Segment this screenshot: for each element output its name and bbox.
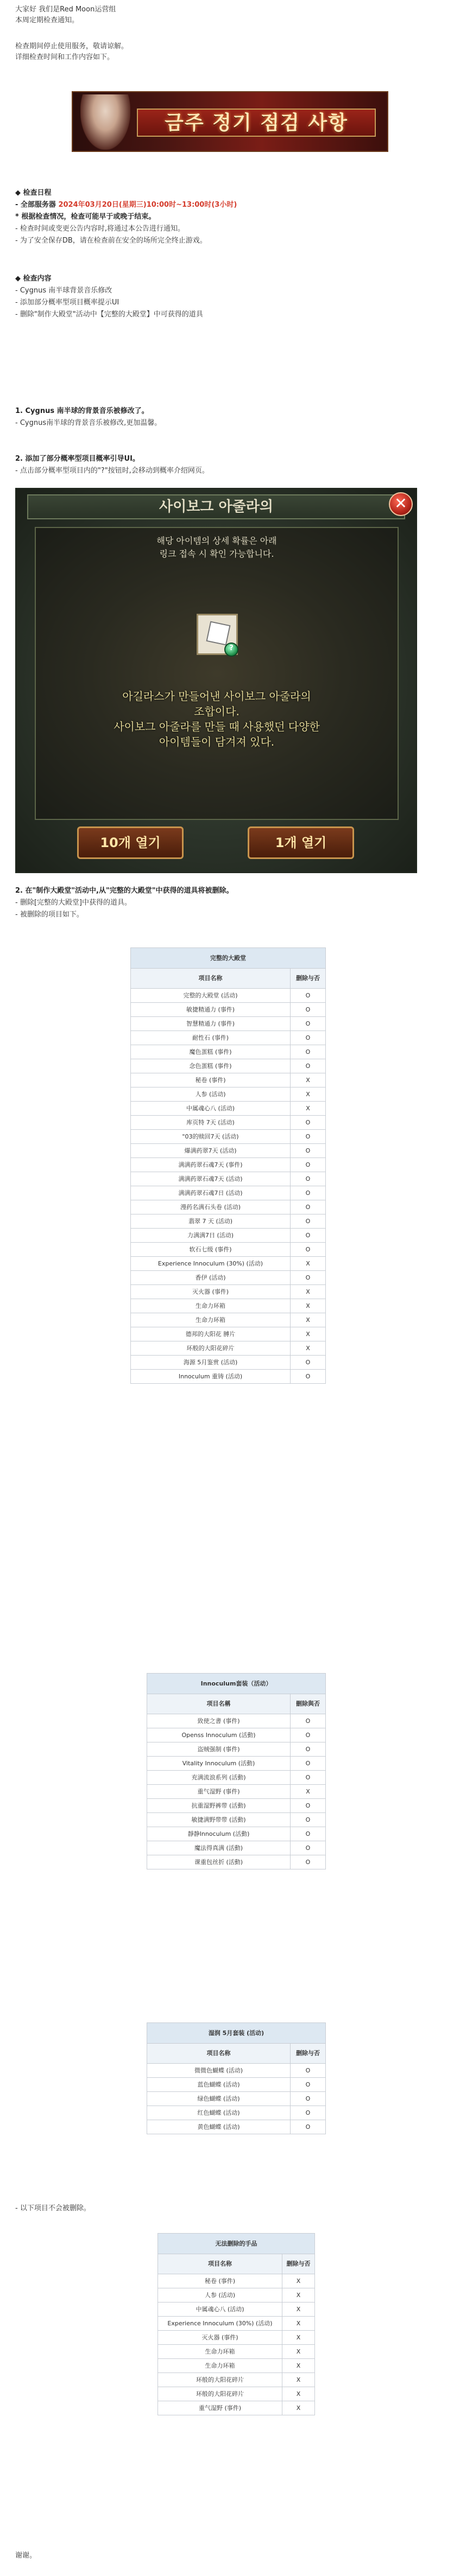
item-name-cell: Openss Innoculum (活動) xyxy=(147,1728,291,1742)
section-4-line: - 以下项目不会被删除。 xyxy=(15,2204,91,2212)
section-3-title: 2. 在"制作大殿堂"活动中,从"完整的大殿堂"中获得的道具将被删除。 xyxy=(15,887,234,895)
table-row xyxy=(147,1813,326,1827)
item-name-cell: Innoculum 重铸 (活动) xyxy=(131,1370,291,1384)
delete-flag-cell: O xyxy=(291,1200,326,1214)
delete-flag-cell: X xyxy=(282,2317,315,2331)
table-row xyxy=(147,1742,326,1757)
delete-flag-cell: X xyxy=(282,2303,315,2317)
item-name-cell: 满满药翠石魂7日 (活动) xyxy=(131,1186,291,1200)
section-2-title: 2. 添加了部分概率型项目概率引导UI。 xyxy=(15,455,140,463)
item-name-cell: 海源 5月鉴赏 (活动) xyxy=(131,1356,291,1370)
table-row xyxy=(158,2401,315,2415)
section-1-title: 1. Cygnus 南半球的背景音乐被修改了。 xyxy=(15,407,149,415)
delete-flag-cell: O xyxy=(291,1728,326,1742)
delete-flag-cell: X xyxy=(282,2373,315,2387)
table-row xyxy=(131,1158,326,1172)
item-name-cell: 完整的大殿堂 (活动) xyxy=(131,989,291,1003)
open-10-button[interactable]: 10개 열기 xyxy=(77,826,184,859)
table-row xyxy=(158,2331,315,2345)
delete-flag-cell: O xyxy=(291,1144,326,1158)
delete-flag-cell: O xyxy=(291,2078,326,2092)
item-name-cell: 环般的大阳花碎片 xyxy=(131,1341,291,1356)
item-name-cell: 爆满药翠7天 (活动) xyxy=(131,1144,291,1158)
complete-hall-table xyxy=(130,947,326,1384)
delete-flag-cell: O xyxy=(291,2120,326,2134)
contents-item: - 添加部分概率型项目概率提示UI xyxy=(15,298,119,307)
delete-flag-cell: O xyxy=(291,1771,326,1785)
table-row xyxy=(131,1200,326,1214)
table-caption: 无法删除的手品 xyxy=(158,2234,315,2254)
item-name-cell: 魔色蛋糕 (事件) xyxy=(131,1045,291,1059)
item-name-cell: 重气湿野 (事件) xyxy=(147,1785,291,1799)
schedule-line xyxy=(15,200,237,211)
table-row xyxy=(131,1370,326,1384)
delete-flag-cell: O xyxy=(291,2106,326,2120)
item-name-cell: 软石七级 (事件) xyxy=(131,1243,291,1257)
table-row xyxy=(131,1172,326,1186)
section-3-line-1: - 删除[完整的大殿堂]中获得的道具。 xyxy=(15,899,131,907)
table-row xyxy=(158,2345,315,2359)
table-row xyxy=(158,2303,315,2317)
delete-flag-cell: O xyxy=(291,2092,326,2106)
item-name-cell: 智慧精通力 (事件) xyxy=(131,1017,291,1031)
item-name-cell: 秘卷 (事件) xyxy=(158,2274,282,2288)
delete-flag-cell: O xyxy=(291,1827,326,1841)
item-name-cell: 人参 (活动) xyxy=(158,2288,282,2303)
table-row xyxy=(131,1229,326,1243)
schedule-note-3: - 为了安全保存DB，请在检查前在安全的场所完全终止游戏。 xyxy=(15,237,207,245)
banner-frame xyxy=(137,109,376,137)
delete-flag-cell: O xyxy=(291,1158,326,1172)
intro-subtitle: 本周定期检查通知。 xyxy=(15,16,79,24)
table-row xyxy=(158,2387,315,2401)
delete-flag-cell: O xyxy=(291,1271,326,1285)
item-name-cell: 课重包丝折 (活動) xyxy=(147,1855,291,1869)
banner-title: 금주 정기 점검 사항 xyxy=(165,112,348,134)
table-row xyxy=(158,2359,315,2373)
delete-flag-cell: O xyxy=(291,1130,326,1144)
item-slot[interactable] xyxy=(197,614,238,655)
section-2-line: - 点击部分概率型项目内的"?"按钮时,会移动到概率介绍网页。 xyxy=(15,467,209,475)
item-name-cell: 环般的大阳花碎片 xyxy=(158,2387,282,2401)
delete-flag-cell: O xyxy=(291,1370,326,1384)
may-set-table xyxy=(147,2022,326,2134)
delete-flag-cell: X xyxy=(291,1299,326,1313)
table-caption: Innoculum套装（活动） xyxy=(147,1674,326,1694)
closing: 谢谢。 xyxy=(15,2552,37,2560)
delete-flag-cell: X xyxy=(291,1327,326,1341)
table-row xyxy=(131,1031,326,1045)
item-name-cell: 满满药翠石魂7天 (活动) xyxy=(131,1172,291,1186)
schedule-label: - 全部服务器 xyxy=(15,201,59,209)
table-row xyxy=(158,2373,315,2387)
table-row xyxy=(131,1087,326,1102)
table-row xyxy=(131,1257,326,1271)
table-row xyxy=(131,1130,326,1144)
schedule-note-2: - 检查时间或变更公告内容时,将通过本公告进行通知。 xyxy=(15,225,185,233)
item-name-cell: 秘卷 (事件) xyxy=(131,1073,291,1087)
item-name-cell: 漫药名满石头卷 (活动) xyxy=(131,1200,291,1214)
delete-flag-cell: O xyxy=(291,1855,326,1869)
dice-icon xyxy=(206,621,230,645)
delete-flag-cell: X xyxy=(291,1087,326,1102)
item-name-cell: 力满满7日 (活动) xyxy=(131,1229,291,1243)
table-row xyxy=(147,1799,326,1813)
item-name-cell: 耐性石 (事件) xyxy=(131,1031,291,1045)
table-row xyxy=(147,1771,326,1785)
table-row xyxy=(131,1313,326,1327)
table-row xyxy=(147,1827,326,1841)
table-row xyxy=(147,1728,326,1742)
table-row xyxy=(147,2092,326,2106)
delete-flag-cell: O xyxy=(291,1742,326,1757)
table-row xyxy=(131,1356,326,1370)
table-row xyxy=(131,1116,326,1130)
table-row xyxy=(131,1045,326,1059)
col-delete: 删除与否 xyxy=(282,2254,315,2274)
col-item-name: 项目名称 xyxy=(158,2254,282,2274)
desc-line-1: 아길라스가 만들어낸 사이보그 아줄라의 xyxy=(122,690,311,703)
delete-flag-cell: O xyxy=(291,1214,326,1229)
popup-header: 사이보그 아줄라의 xyxy=(27,494,405,519)
delete-flag-cell: X xyxy=(282,2387,315,2401)
delete-flag-cell: X xyxy=(291,1313,326,1327)
contents-heading: ◆ 检查内容 xyxy=(15,275,52,283)
table-row xyxy=(131,1003,326,1017)
item-name-cell: 致使之書 (事件) xyxy=(147,1714,291,1728)
item-name-cell: 满满药翠石魂7天 (事件) xyxy=(131,1158,291,1172)
item-name-cell: 魔法得真满 (活動) xyxy=(147,1841,291,1855)
question-mark: ? xyxy=(229,644,234,652)
open-1-button[interactable]: 1개 열기 xyxy=(248,826,354,859)
item-name-cell: 盗贼强制 (事件) xyxy=(147,1742,291,1757)
item-name-cell: 生命力环箱 xyxy=(131,1313,291,1327)
maintenance-banner xyxy=(72,91,388,152)
desc-line-4: 아이템들이 담겨져 있다. xyxy=(159,735,275,748)
table-row xyxy=(131,1017,326,1031)
delete-flag-cell: O xyxy=(291,1172,326,1186)
delete-flag-cell: O xyxy=(291,1059,326,1073)
desc-line-3: 사이보그 아줄라를 만들 때 사용했던 다양한 xyxy=(114,720,320,733)
item-name-cell: 生命力环箱 xyxy=(158,2359,282,2373)
info-line-2: 링크 접속 시 확인 가능합니다. xyxy=(159,549,274,559)
item-name-cell: 人参 (活动) xyxy=(131,1087,291,1102)
item-name-cell: 灭火器 (事件) xyxy=(158,2331,282,2345)
item-name-cell: "03的赎回7天 (活动) xyxy=(131,1130,291,1144)
intro-line-2: 详细检查时间和工作内容如下。 xyxy=(15,53,115,61)
table-row xyxy=(147,1757,326,1771)
table-row xyxy=(147,1841,326,1855)
delete-flag-cell: O xyxy=(291,1813,326,1827)
item-name-cell: 翡翠 7 天 (活动) xyxy=(131,1214,291,1229)
col-item-name: 项目名稱 xyxy=(147,1694,291,1714)
delete-flag-cell: X xyxy=(291,1285,326,1299)
item-description xyxy=(36,689,398,749)
delete-flag-cell: X xyxy=(282,2288,315,2303)
table-row xyxy=(131,1073,326,1087)
table-row xyxy=(147,2106,326,2120)
item-name-cell: 灭火器 (事件) xyxy=(131,1285,291,1299)
table-caption: 完整的大殿堂 xyxy=(131,948,326,969)
item-name-cell: 敏捷精通力 (事件) xyxy=(131,1003,291,1017)
item-name-cell: 黄色蝴蝶 (活动) xyxy=(147,2120,291,2134)
table-row xyxy=(158,2274,315,2288)
delete-flag-cell: O xyxy=(291,1186,326,1200)
schedule-heading: ◆ 检查日程 xyxy=(15,189,52,197)
delete-flag-cell: O xyxy=(291,1045,326,1059)
table-caption: 湿润 5月套装 (活动) xyxy=(147,2023,326,2044)
item-name-cell: Experience Innoculum (30%) (活动) xyxy=(131,1257,291,1271)
schedule-note-1: * 根据检查情况，检查可能早于或晚于结束。 xyxy=(15,213,156,221)
probability-info xyxy=(36,535,398,561)
delete-flag-cell: O xyxy=(291,1243,326,1257)
delete-flag-cell: O xyxy=(291,1799,326,1813)
item-name-cell: 充满流浪系列 (活動) xyxy=(147,1771,291,1785)
table-row xyxy=(147,1785,326,1799)
item-name-cell: 红色蝴蝶 (活动) xyxy=(147,2106,291,2120)
item-name-cell: 德邦的大阳花 膊片 xyxy=(131,1327,291,1341)
table-row xyxy=(131,1243,326,1257)
item-name-cell: 绿色蝴蝶 (活动) xyxy=(147,2092,291,2106)
item-name-cell: 靜静Innoculum (活動) xyxy=(147,1827,291,1841)
item-name-cell: 念色蛋糕 (事件) xyxy=(131,1059,291,1073)
table-row xyxy=(131,1299,326,1313)
contents-item: - Cygnus 南半球背景音乐修改 xyxy=(15,287,112,295)
delete-flag-cell: O xyxy=(291,1116,326,1130)
table-row xyxy=(147,1714,326,1728)
greeting: 大家好 我们是Red Moon运营组 xyxy=(15,5,116,14)
table-row xyxy=(147,1855,326,1869)
popup-body xyxy=(35,527,399,820)
item-name-cell: 生命力环箱 xyxy=(158,2345,282,2359)
item-name-cell: 中属魂心八 (活动) xyxy=(158,2303,282,2317)
delete-flag-cell: X xyxy=(282,2401,315,2415)
table-row xyxy=(131,1144,326,1158)
delete-flag-cell: X xyxy=(291,1257,326,1271)
item-name-cell: 微微色蝴蝶 (活动) xyxy=(147,2064,291,2078)
game-popup-screenshot xyxy=(15,488,417,873)
item-name-cell: 生命力环箱 xyxy=(131,1299,291,1313)
delete-flag-cell: X xyxy=(282,2359,315,2373)
delete-flag-cell: X xyxy=(291,1785,326,1799)
delete-flag-cell: X xyxy=(282,2345,315,2359)
table-row xyxy=(131,1059,326,1073)
question-icon[interactable] xyxy=(224,643,238,657)
delete-flag-cell: O xyxy=(291,1714,326,1728)
delete-flag-cell: X xyxy=(291,1341,326,1356)
table-row xyxy=(131,1214,326,1229)
item-name-cell: 环般的大阳花碎片 xyxy=(158,2373,282,2387)
non-deleted-table xyxy=(157,2233,315,2415)
col-delete: 删除与否 xyxy=(291,2044,326,2064)
table-row xyxy=(158,2288,315,2303)
item-name-cell: 重气湿野 (事件) xyxy=(158,2401,282,2415)
table-row xyxy=(131,1271,326,1285)
item-name-cell: 香伊 (活动) xyxy=(131,1271,291,1285)
close-icon[interactable]: ✕ xyxy=(389,492,413,516)
table-row xyxy=(131,989,326,1003)
table-row xyxy=(147,2064,326,2078)
delete-flag-cell: O xyxy=(291,1003,326,1017)
delete-flag-cell: X xyxy=(282,2331,315,2345)
table-row xyxy=(131,1186,326,1200)
table-row xyxy=(131,1102,326,1116)
table-row xyxy=(158,2317,315,2331)
item-name-cell: 中属魂心八 (活动) xyxy=(131,1102,291,1116)
delete-flag-cell: O xyxy=(291,1356,326,1370)
col-delete: 刪除與否 xyxy=(291,1694,326,1714)
delete-flag-cell: X xyxy=(291,1073,326,1087)
table-row xyxy=(131,1327,326,1341)
col-item-name: 项目名称 xyxy=(131,969,291,989)
desc-line-2: 조합이다. xyxy=(194,705,240,718)
delete-flag-cell: O xyxy=(291,1229,326,1243)
delete-flag-cell: X xyxy=(291,1102,326,1116)
delete-flag-cell: O xyxy=(291,1017,326,1031)
intro-line-1: 检查期间停止使用服务，敬请谅解。 xyxy=(15,42,129,50)
schedule-time: 2024年03月20日(星期三)10:00时~13:00时(3小时) xyxy=(58,201,237,209)
item-name-cell: 蓝色蝴蝶 (活动) xyxy=(147,2078,291,2092)
info-line-1: 해당 아이템의 상세 확률은 아래 xyxy=(156,536,277,546)
col-item-name: 项目名称 xyxy=(147,2044,291,2064)
delete-flag-cell: O xyxy=(291,2064,326,2078)
delete-flag-cell: O xyxy=(291,1757,326,1771)
col-delete: 删除与否 xyxy=(291,969,326,989)
delete-flag-cell: X xyxy=(282,2274,315,2288)
contents-item: - 删除"制作大殿堂"活动中【完整的大殿堂】中可获得的道具 xyxy=(15,310,203,319)
section-3-line-2: - 被删除的项目如下。 xyxy=(15,911,84,919)
character-portrait xyxy=(80,94,130,150)
item-name-cell: Vitality Innoculum (活動) xyxy=(147,1757,291,1771)
section-1-line: - Cygnus南半球的背景音乐被修改,更加温馨。 xyxy=(15,419,162,427)
table-row xyxy=(131,1341,326,1356)
table-row xyxy=(147,2078,326,2092)
item-name-cell: 库页特 7天 (活动) xyxy=(131,1116,291,1130)
innoculum-set-table xyxy=(147,1673,326,1869)
table-row xyxy=(147,2120,326,2134)
table-row xyxy=(131,1285,326,1299)
delete-flag-cell: O xyxy=(291,989,326,1003)
delete-flag-cell: O xyxy=(291,1841,326,1855)
item-name-cell: 敏捷满野带带 (活動) xyxy=(147,1813,291,1827)
item-name-cell: Experience Innoculum (30%) (活动) xyxy=(158,2317,282,2331)
item-name-cell: 抗重湿野裤带 (活動) xyxy=(147,1799,291,1813)
delete-flag-cell: O xyxy=(291,1031,326,1045)
